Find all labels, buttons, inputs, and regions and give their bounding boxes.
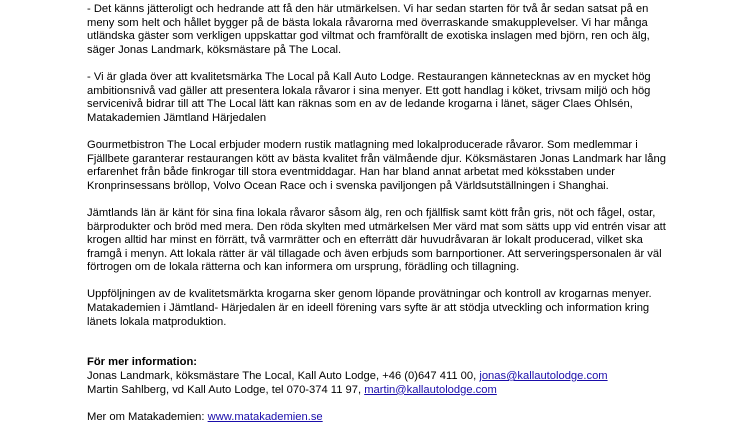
press-release-body <box>87 3 677 424</box>
spacer <box>87 343 677 357</box>
quote-paragraph-matakademien: - Vi är glada över att kvalitetsmärka The Local på Kall Auto Lodge. Restaurangen kännetecknas av en mycket hög ambitionsnivå vad gäller att presentera lokala råvaror i sina menyer. Ett gott handlag i köket, trivsam miljö och hög servicenivå bidrar till att The Local lätt kan räknas som en av de ledande krogarna i länet, säger Claes Ohlsén, Matakademien Jämtland Härjedalen <box>87 70 651 124</box>
martin-email-link[interactable]: martin@kallautolodge.com <box>364 383 497 396</box>
contact-line-jonas <box>87 370 677 384</box>
contact-line-jonas-text: Jonas Landmark, köksmästare The Local, Kall Auto Lodge, +46 (0)647 411 00, <box>87 370 480 383</box>
quote-paragraph-chef: - Det känns jätteroligt och hedrande att få den här utmärkelsen. Vi har sedan starten för två år sedan satsat på en meny som helt och hållet bygger på de bästa lokala råvarorna med överraskande smakupplevelser. Vi har många utländska gäster som verkligen uppskattar god viltmat och framförallt de exotiska inslagen med björn, ren och älg, säger Jonas Landmark, köksmästare på The Local. <box>87 3 650 56</box>
contact-heading: För mer information: <box>87 356 198 369</box>
contact-line-martin <box>87 384 677 398</box>
jonas-email-link[interactable]: jonas@kallautolodge.com <box>479 370 608 383</box>
matakademien-website-link[interactable]: www.matakademien.se <box>207 410 323 423</box>
contact-block <box>87 370 677 424</box>
matakademien-text: Mer om Matakademien: <box>87 410 208 423</box>
restaurant-description-paragraph: Gourmetbistron The Local erbjuder modern rustik matlagning med lokalproducerade råvaror. Som medlemmar i Fjällbete garanterar restaurangen kött av bästa kvalitet från välmående djur. Köksmästaren Jonas Landmark har lång erfarenhet från både finkrogar till stora eventmiddagar. Han har bland annat arbetat med köksstaben under Kronprinsessans bröllop, Volvo Ocean Race och i svenska paviljongen på Världsutställningen i Shanghai. <box>87 138 666 192</box>
region-criteria-paragraph: Jämtlands län är känt för sina fina lokala råvaror såsom älg, ren och fjällfisk samt kött från gris, nöt och fågel, ostar, bärprodukter och bröd med mera. Den röda skylten med utmärkelsen Mer värd mat som sätts upp vid entrén visar att krogen alltid har minst en förrätt, två varmrätter och en efterrätt där huvudråvaran är lokalt producerad, vilket ska framgå i menyn. Att lokala rätter är väl tillagade och även erbjuds som barnportioner. Att serveringspersonalen är väl förtrogen om de lokala rätterna och kan informera om ursprung, förädling och tillagning. <box>87 206 666 274</box>
contact-line-martin-text: Martin Sahlberg, vd Kall Auto Lodge, tel 070-374 11 97, <box>87 383 365 396</box>
contact-line-matakademien <box>87 411 677 424</box>
follow-up-paragraph: Uppföljningen av de kvalitetsmärkta krogarna sker genom löpande provätningar och kontroll av krogarnas menyer. Matakademien i Jämtland- Härjedalen är en ideell förening vars syfte är att stödja utveckling och information kring länets lokala matproduktion. <box>87 288 652 328</box>
